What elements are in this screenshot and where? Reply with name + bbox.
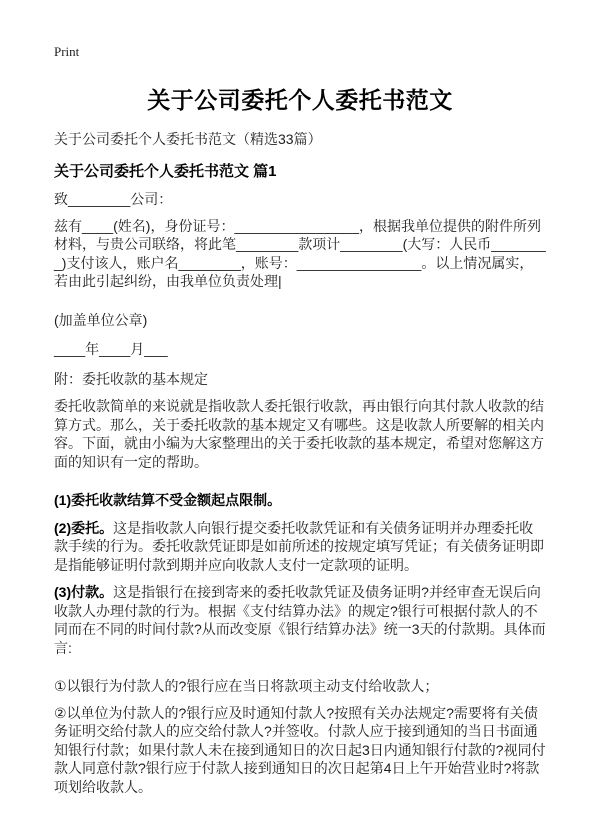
intro-paragraph: 委托收款简单的来说就是指收款人委托银行收款，再由银行向其付款人收款的结算方式。那么，关于委托收款的基本规定又有哪些。这是收款人所要解的相关内容。下面，就由小编为大家整理出的关于委托收款的基本规定，希望对您解这方面的知识有一定的帮助。: [54, 398, 544, 470]
rule-2-text: 这是指收款人向银行提交委托收款凭证和有关债务证明并办理委托收款手续的行为。委托收款凭证即是如前所述的按规定填写凭证；有关债务证明即是指能够证明付款到期并应向收款人支付一定款项的证明。: [54, 519, 544, 573]
rule-2-label: (2)委托。: [54, 519, 114, 536]
rule-3-label: (3)付款。: [54, 584, 114, 600]
page-title: 关于公司委托个人委托书范文: [147, 87, 453, 113]
rule-3-text: 这是指银行在接到寄来的委托收款凭证及债务证明?并经审查无误后向收款人办理付款的行为。根据《支付结算办法》的规定?银行可根据付款人的不同而在不同的时间付款?从而改变原《银行结算办法》统一3天的付款期。具体而言:: [54, 584, 546, 656]
attachment-heading: 附：委托收款的基本规定: [54, 370, 208, 387]
seal-line: (加盖单位公章): [54, 311, 148, 328]
rule-2-paragraph: [54, 519, 546, 575]
rule-3-paragraph: [54, 583, 546, 657]
section-heading-part1: 关于公司委托个人委托书范文 篇1: [54, 163, 277, 180]
date-line: ____年____月___: [54, 341, 168, 357]
letter-body-paragraph: 兹有____(姓名)，身份证号：________________，根据我单位提供的附件所列材料，与贵公司联络，将此笔________款项计________(大写：人民币________)支付该人，账户名________，账号：________________。以上情况属实，若由此引起纠纷，由我单位负责处理|: [54, 217, 546, 289]
list-item-1: ①以银行为付款人的?银行应在当日将款项主动支付给收款人；: [54, 678, 439, 694]
salutation-line: 致________公司：: [54, 191, 173, 207]
subtitle: 关于公司委托个人委托书范文（精选33篇）: [54, 131, 322, 147]
list-item-2: ②以单位为付款人的?银行应及时通知付款人?按照有关办法规定?需要将有关债务证明交给付款人的应交给付款人?并签收。付款人应于接到通知的当日书面通知银行付款；如果付款人未在接到通知日的次日起3日内通知银行付款的?视同付款人同意付款?银行应于付款人接到通知日的次日起第4日上午开始营业时?将款项划给收款人。: [54, 704, 546, 795]
print-link[interactable]: Print: [54, 44, 80, 59]
rule-1-heading: (1)委托收款结算不受金额起点限制。: [54, 492, 282, 508]
